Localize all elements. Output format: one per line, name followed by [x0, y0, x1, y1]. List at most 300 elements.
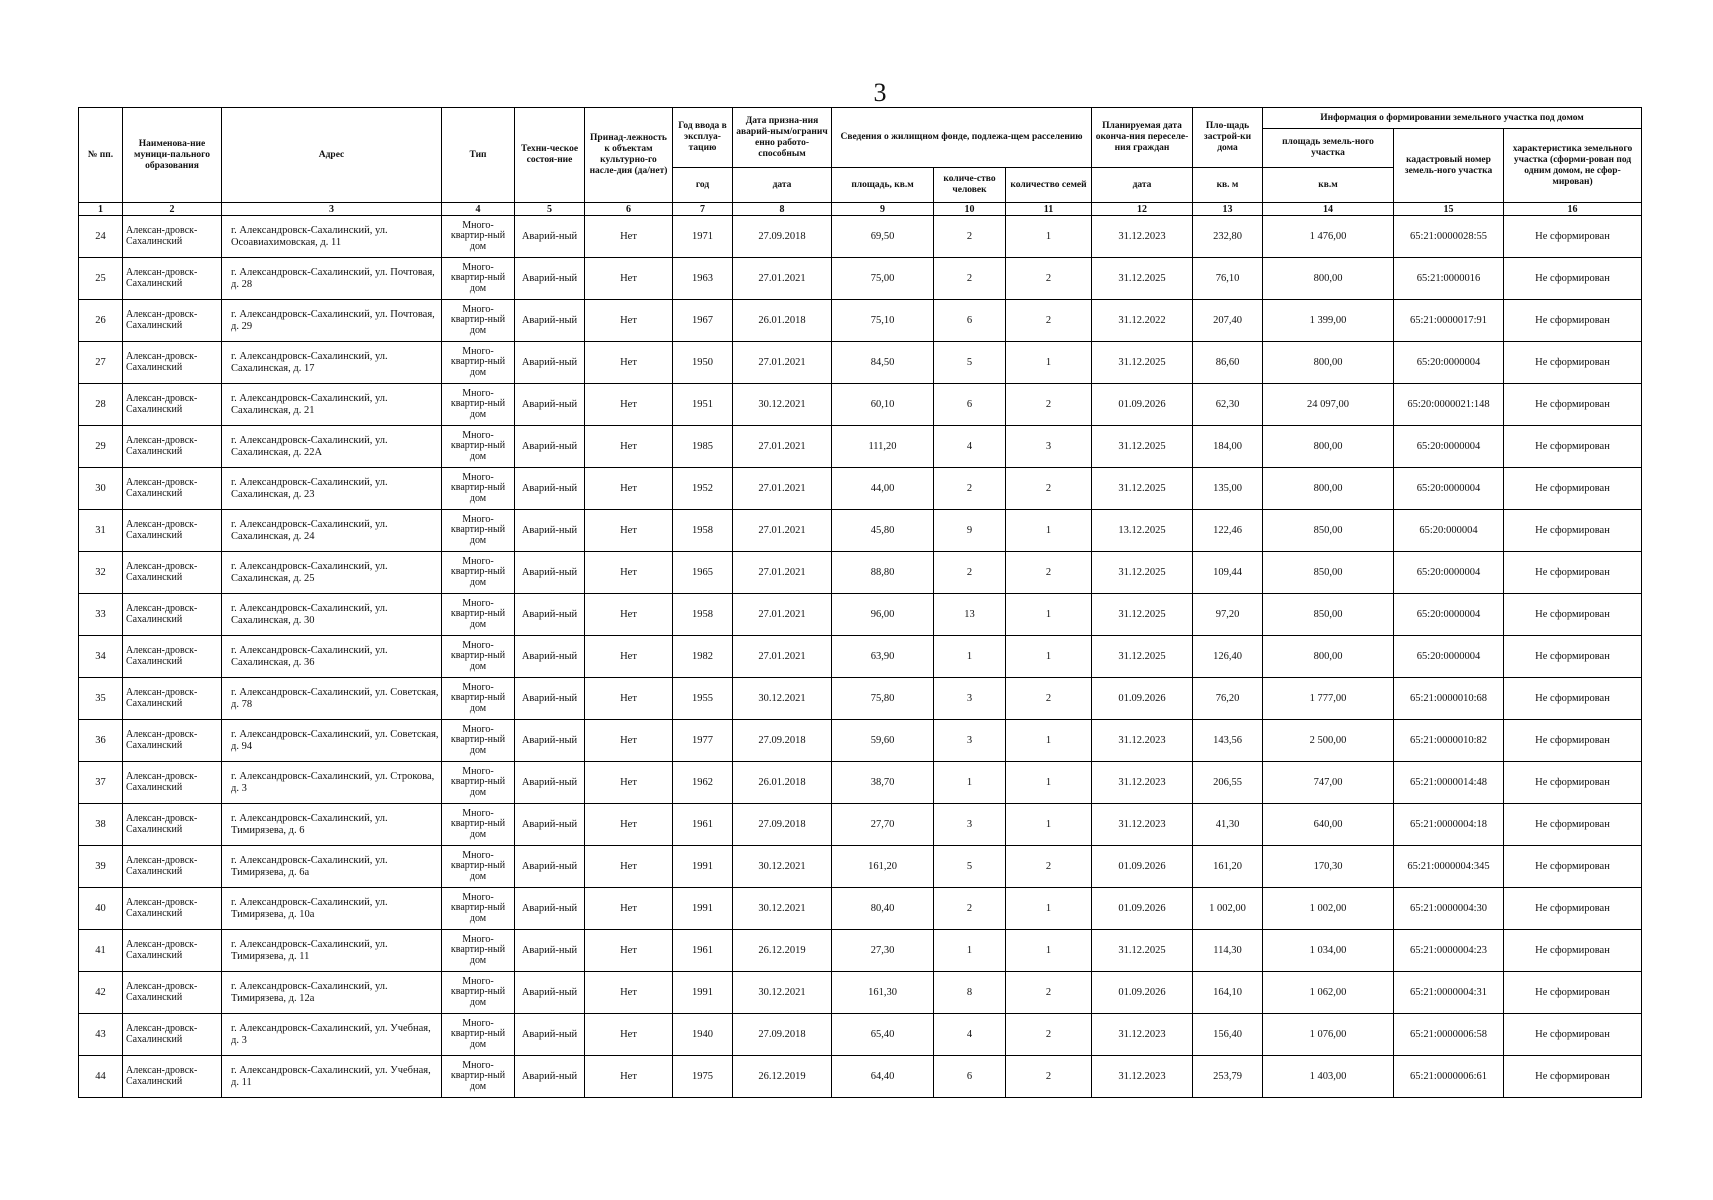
living-area-cell: 65,40	[832, 1014, 934, 1056]
building-area-cell: 1 002,00	[1193, 888, 1263, 930]
cadastral-number-cell: 65:20:0000004	[1394, 594, 1504, 636]
municipality-cell: Алексан-дровск-Сахалинский	[123, 468, 222, 510]
column-number: 12	[1092, 203, 1193, 216]
emergency-date-cell: 26.01.2018	[733, 300, 832, 342]
table-row	[79, 1014, 1642, 1056]
people-count-cell: 2	[934, 258, 1006, 300]
row-number: 25	[79, 258, 123, 300]
type-cell: Много-квартир-ный дом	[442, 1056, 515, 1098]
living-area-cell: 75,00	[832, 258, 934, 300]
technical-state-cell: Аварий-ный	[515, 1014, 585, 1056]
cadastral-number-cell: 65:20:0000021:148	[1394, 384, 1504, 426]
living-area-cell: 45,80	[832, 510, 934, 552]
living-area-cell: 161,20	[832, 846, 934, 888]
header-planned-date-sub: дата	[1092, 168, 1193, 203]
address-cell: г. Александровск-Сахалинский, ул. Тимирязева, д. 12а	[222, 972, 442, 1014]
families-count-cell: 1	[1006, 594, 1092, 636]
column-number: 11	[1006, 203, 1092, 216]
building-area-cell: 232,80	[1193, 216, 1263, 258]
people-count-cell: 2	[934, 468, 1006, 510]
row-number: 33	[79, 594, 123, 636]
table-row	[79, 720, 1642, 762]
land-area-cell: 1 476,00	[1263, 216, 1394, 258]
technical-state-cell: Аварий-ный	[515, 930, 585, 972]
type-cell: Много-квартир-ный дом	[442, 342, 515, 384]
planned-date-cell: 01.09.2026	[1092, 972, 1193, 1014]
land-status-cell: Не сформирован	[1504, 342, 1642, 384]
building-area-cell: 207,40	[1193, 300, 1263, 342]
families-count-cell: 2	[1006, 258, 1092, 300]
heritage-cell: Нет	[585, 930, 673, 972]
land-status-cell: Не сформирован	[1504, 762, 1642, 804]
table-row	[79, 384, 1642, 426]
families-count-cell: 1	[1006, 804, 1092, 846]
technical-state-cell: Аварий-ный	[515, 720, 585, 762]
type-cell: Много-квартир-ный дом	[442, 216, 515, 258]
year-built-cell: 1967	[673, 300, 733, 342]
building-area-cell: 126,40	[1193, 636, 1263, 678]
land-area-cell: 747,00	[1263, 762, 1394, 804]
people-count-cell: 8	[934, 972, 1006, 1014]
row-number: 30	[79, 468, 123, 510]
people-count-cell: 2	[934, 888, 1006, 930]
header-technical-state: Техни-ческое состоя-ние	[515, 108, 585, 203]
header-planned-date: Планируемая дата оконча-ния переселе-ния граждан	[1092, 108, 1193, 168]
land-status-cell: Не сформирован	[1504, 1056, 1642, 1098]
heritage-cell: Нет	[585, 762, 673, 804]
municipality-cell: Алексан-дровск-Сахалинский	[123, 384, 222, 426]
address-cell: г. Александровск-Сахалинский, ул. Учебная, д. 11	[222, 1056, 442, 1098]
land-area-cell: 800,00	[1263, 342, 1394, 384]
type-cell: Много-квартир-ный дом	[442, 258, 515, 300]
planned-date-cell: 31.12.2023	[1092, 804, 1193, 846]
land-status-cell: Не сформирован	[1504, 258, 1642, 300]
municipality-cell: Алексан-дровск-Сахалинский	[123, 510, 222, 552]
year-built-cell: 1991	[673, 846, 733, 888]
people-count-cell: 6	[934, 300, 1006, 342]
building-area-cell: 143,56	[1193, 720, 1263, 762]
heritage-cell: Нет	[585, 804, 673, 846]
type-cell: Много-квартир-ный дом	[442, 972, 515, 1014]
technical-state-cell: Аварий-ный	[515, 342, 585, 384]
living-area-cell: 84,50	[832, 342, 934, 384]
column-number: 1	[79, 203, 123, 216]
families-count-cell: 2	[1006, 846, 1092, 888]
technical-state-cell: Аварий-ный	[515, 972, 585, 1014]
cadastral-number-cell: 65:21:0000004:31	[1394, 972, 1504, 1014]
municipality-cell: Алексан-дровск-Сахалинский	[123, 1014, 222, 1056]
planned-date-cell: 01.09.2026	[1092, 678, 1193, 720]
row-number: 24	[79, 216, 123, 258]
heritage-cell: Нет	[585, 846, 673, 888]
year-built-cell: 1958	[673, 510, 733, 552]
cadastral-number-cell: 65:20:0000004	[1394, 552, 1504, 594]
technical-state-cell: Аварий-ный	[515, 594, 585, 636]
building-area-cell: 135,00	[1193, 468, 1263, 510]
people-count-cell: 3	[934, 678, 1006, 720]
header-cadastral-number: кадастровый номер земель-ного участка	[1394, 129, 1504, 203]
heritage-cell: Нет	[585, 258, 673, 300]
emergency-date-cell: 27.01.2021	[733, 426, 832, 468]
cadastral-number-cell: 65:21:0000028:55	[1394, 216, 1504, 258]
type-cell: Много-квартир-ный дом	[442, 930, 515, 972]
building-area-cell: 41,30	[1193, 804, 1263, 846]
header-people-count: количе-ство человек	[934, 168, 1006, 203]
table-row	[79, 636, 1642, 678]
municipality-cell: Алексан-дровск-Сахалинский	[123, 930, 222, 972]
municipality-cell: Алексан-дровск-Сахалинский	[123, 426, 222, 468]
planned-date-cell: 31.12.2022	[1092, 300, 1193, 342]
building-area-cell: 184,00	[1193, 426, 1263, 468]
municipality-cell: Алексан-дровск-Сахалинский	[123, 846, 222, 888]
row-number: 39	[79, 846, 123, 888]
year-built-cell: 1962	[673, 762, 733, 804]
header-type: Тип	[442, 108, 515, 203]
land-status-cell: Не сформирован	[1504, 300, 1642, 342]
type-cell: Много-квартир-ный дом	[442, 552, 515, 594]
year-built-cell: 1991	[673, 972, 733, 1014]
heritage-cell: Нет	[585, 342, 673, 384]
header-building-area: Пло-щадь застрой-ки дома	[1193, 108, 1263, 168]
land-area-cell: 640,00	[1263, 804, 1394, 846]
column-number: 2	[123, 203, 222, 216]
column-number: 4	[442, 203, 515, 216]
technical-state-cell: Аварий-ный	[515, 888, 585, 930]
heritage-cell: Нет	[585, 468, 673, 510]
technical-state-cell: Аварий-ный	[515, 216, 585, 258]
heritage-cell: Нет	[585, 678, 673, 720]
emergency-date-cell: 27.09.2018	[733, 216, 832, 258]
land-status-cell: Не сформирован	[1504, 468, 1642, 510]
families-count-cell: 1	[1006, 930, 1092, 972]
type-cell: Много-квартир-ный дом	[442, 510, 515, 552]
technical-state-cell: Аварий-ный	[515, 510, 585, 552]
table-row	[79, 804, 1642, 846]
address-cell: г. Александровск-Сахалинский, ул. Осоавиахимовская, д. 11	[222, 216, 442, 258]
header-housing-fund-group: Сведения о жилищном фонде, подлежа-щем расселению	[832, 108, 1092, 168]
land-area-cell: 1 002,00	[1263, 888, 1394, 930]
building-area-cell: 253,79	[1193, 1056, 1263, 1098]
header-year-sub: год	[673, 168, 733, 203]
heritage-cell: Нет	[585, 1056, 673, 1098]
technical-state-cell: Аварий-ный	[515, 846, 585, 888]
land-area-cell: 850,00	[1263, 552, 1394, 594]
emergency-date-cell: 27.01.2021	[733, 342, 832, 384]
heritage-cell: Нет	[585, 216, 673, 258]
type-cell: Много-квартир-ный дом	[442, 804, 515, 846]
living-area-cell: 38,70	[832, 762, 934, 804]
year-built-cell: 1975	[673, 1056, 733, 1098]
families-count-cell: 2	[1006, 300, 1092, 342]
heritage-cell: Нет	[585, 888, 673, 930]
table-row	[79, 216, 1642, 258]
families-count-cell: 1	[1006, 216, 1092, 258]
building-area-cell: 97,20	[1193, 594, 1263, 636]
type-cell: Много-квартир-ный дом	[442, 300, 515, 342]
address-cell: г. Александровск-Сахалинский, ул. Сахалинская, д. 22А	[222, 426, 442, 468]
row-number: 36	[79, 720, 123, 762]
column-number: 10	[934, 203, 1006, 216]
planned-date-cell: 01.09.2026	[1092, 384, 1193, 426]
land-area-cell: 1 777,00	[1263, 678, 1394, 720]
address-cell: г. Александровск-Сахалинский, ул. Сахалинская, д. 36	[222, 636, 442, 678]
header-date-sub: дата	[733, 168, 832, 203]
table-row	[79, 258, 1642, 300]
people-count-cell: 1	[934, 636, 1006, 678]
technical-state-cell: Аварий-ный	[515, 678, 585, 720]
header-living-area: площадь, кв.м	[832, 168, 934, 203]
type-cell: Много-квартир-ный дом	[442, 426, 515, 468]
emergency-date-cell: 27.09.2018	[733, 1014, 832, 1056]
land-area-cell: 850,00	[1263, 594, 1394, 636]
municipality-cell: Алексан-дровск-Сахалинский	[123, 300, 222, 342]
table-row	[79, 510, 1642, 552]
column-number: 3	[222, 203, 442, 216]
heritage-cell: Нет	[585, 594, 673, 636]
table-row	[79, 468, 1642, 510]
address-cell: г. Александровск-Сахалинский, ул. Строкова, д. 3	[222, 762, 442, 804]
planned-date-cell: 13.12.2025	[1092, 510, 1193, 552]
row-number: 28	[79, 384, 123, 426]
year-built-cell: 1951	[673, 384, 733, 426]
cadastral-number-cell: 65:20:0000004	[1394, 468, 1504, 510]
living-area-cell: 44,00	[832, 468, 934, 510]
header-land-characteristic: характеристика земельного участка (сформи-рован под одним домом, не сфор-мирован)	[1504, 129, 1642, 203]
heritage-cell: Нет	[585, 426, 673, 468]
land-area-cell: 800,00	[1263, 468, 1394, 510]
families-count-cell: 2	[1006, 972, 1092, 1014]
land-status-cell: Не сформирован	[1504, 888, 1642, 930]
land-area-cell: 800,00	[1263, 258, 1394, 300]
planned-date-cell: 01.09.2026	[1092, 888, 1193, 930]
land-status-cell: Не сформирован	[1504, 384, 1642, 426]
column-number: 16	[1504, 203, 1642, 216]
people-count-cell: 5	[934, 846, 1006, 888]
table-row	[79, 426, 1642, 468]
column-number: 9	[832, 203, 934, 216]
families-count-cell: 2	[1006, 384, 1092, 426]
people-count-cell: 1	[934, 762, 1006, 804]
technical-state-cell: Аварий-ный	[515, 804, 585, 846]
table-row	[79, 762, 1642, 804]
families-count-cell: 2	[1006, 552, 1092, 594]
page-number: 3	[873, 78, 887, 107]
year-built-cell: 1991	[673, 888, 733, 930]
land-status-cell: Не сформирован	[1504, 1014, 1642, 1056]
type-cell: Много-квартир-ный дом	[442, 636, 515, 678]
municipality-cell: Алексан-дровск-Сахалинский	[123, 636, 222, 678]
type-cell: Много-квартир-ный дом	[442, 888, 515, 930]
table-row	[79, 930, 1642, 972]
emergency-date-cell: 30.12.2021	[733, 972, 832, 1014]
families-count-cell: 1	[1006, 342, 1092, 384]
people-count-cell: 1	[934, 930, 1006, 972]
building-area-cell: 86,60	[1193, 342, 1263, 384]
year-built-cell: 1952	[673, 468, 733, 510]
header-number: № пп.	[79, 108, 123, 203]
planned-date-cell: 31.12.2025	[1092, 426, 1193, 468]
table-body	[79, 216, 1642, 1098]
land-area-cell: 2 500,00	[1263, 720, 1394, 762]
people-count-cell: 3	[934, 720, 1006, 762]
row-number: 32	[79, 552, 123, 594]
technical-state-cell: Аварий-ный	[515, 426, 585, 468]
heritage-cell: Нет	[585, 510, 673, 552]
cadastral-number-cell: 65:21:0000016	[1394, 258, 1504, 300]
table-row	[79, 300, 1642, 342]
land-area-cell: 1 403,00	[1263, 1056, 1394, 1098]
living-area-cell: 27,30	[832, 930, 934, 972]
header-building-area-sub: кв. м	[1193, 168, 1263, 203]
row-number: 26	[79, 300, 123, 342]
emergency-date-cell: 27.01.2021	[733, 594, 832, 636]
living-area-cell: 88,80	[832, 552, 934, 594]
families-count-cell: 2	[1006, 678, 1092, 720]
building-area-cell: 109,44	[1193, 552, 1263, 594]
families-count-cell: 1	[1006, 636, 1092, 678]
cadastral-number-cell: 65:21:0000014:48	[1394, 762, 1504, 804]
land-area-cell: 800,00	[1263, 426, 1394, 468]
building-area-cell: 114,30	[1193, 930, 1263, 972]
technical-state-cell: Аварий-ный	[515, 636, 585, 678]
header-land-area-sub: кв.м	[1263, 168, 1394, 203]
emergency-date-cell: 26.12.2019	[733, 930, 832, 972]
living-area-cell: 59,60	[832, 720, 934, 762]
planned-date-cell: 31.12.2025	[1092, 594, 1193, 636]
table-row	[79, 594, 1642, 636]
planned-date-cell: 31.12.2023	[1092, 1056, 1193, 1098]
header-land-area: площадь земель-ного участка	[1263, 129, 1394, 168]
heritage-cell: Нет	[585, 636, 673, 678]
land-area-cell: 1 076,00	[1263, 1014, 1394, 1056]
table-row	[79, 342, 1642, 384]
municipality-cell: Алексан-дровск-Сахалинский	[123, 720, 222, 762]
building-area-cell: 164,10	[1193, 972, 1263, 1014]
municipality-cell: Алексан-дровск-Сахалинский	[123, 972, 222, 1014]
year-built-cell: 1977	[673, 720, 733, 762]
municipality-cell: Алексан-дровск-Сахалинский	[123, 762, 222, 804]
row-number: 42	[79, 972, 123, 1014]
building-area-cell: 76,20	[1193, 678, 1263, 720]
building-area-cell: 62,30	[1193, 384, 1263, 426]
address-cell: г. Александровск-Сахалинский, ул. Тимирязева, д. 11	[222, 930, 442, 972]
municipality-cell: Алексан-дровск-Сахалинский	[123, 888, 222, 930]
planned-date-cell: 01.09.2026	[1092, 846, 1193, 888]
building-area-cell: 156,40	[1193, 1014, 1263, 1056]
municipality-cell: Алексан-дровск-Сахалинский	[123, 342, 222, 384]
year-built-cell: 1958	[673, 594, 733, 636]
land-status-cell: Не сформирован	[1504, 720, 1642, 762]
people-count-cell: 9	[934, 510, 1006, 552]
emergency-date-cell: 30.12.2021	[733, 846, 832, 888]
cadastral-number-cell: 65:21:0000004:18	[1394, 804, 1504, 846]
type-cell: Много-квартир-ный дом	[442, 720, 515, 762]
technical-state-cell: Аварий-ный	[515, 300, 585, 342]
living-area-cell: 63,90	[832, 636, 934, 678]
land-status-cell: Не сформирован	[1504, 846, 1642, 888]
living-area-cell: 80,40	[832, 888, 934, 930]
planned-date-cell: 31.12.2023	[1092, 1014, 1193, 1056]
living-area-cell: 111,20	[832, 426, 934, 468]
address-cell: г. Александровск-Сахалинский, ул. Тимирязева, д. 6а	[222, 846, 442, 888]
column-number: 7	[673, 203, 733, 216]
living-area-cell: 69,50	[832, 216, 934, 258]
address-cell: г. Александровск-Сахалинский, ул. Почтовая, д. 28	[222, 258, 442, 300]
emergency-date-cell: 30.12.2021	[733, 888, 832, 930]
emergency-date-cell: 27.09.2018	[733, 720, 832, 762]
land-area-cell: 1 034,00	[1263, 930, 1394, 972]
families-count-cell: 1	[1006, 888, 1092, 930]
planned-date-cell: 31.12.2025	[1092, 636, 1193, 678]
table-row	[79, 888, 1642, 930]
land-area-cell: 170,30	[1263, 846, 1394, 888]
cadastral-number-cell: 65:21:0000004:345	[1394, 846, 1504, 888]
cadastral-number-cell: 65:21:0000017:91	[1394, 300, 1504, 342]
emergency-date-cell: 27.01.2021	[733, 468, 832, 510]
land-area-cell: 1 062,00	[1263, 972, 1394, 1014]
address-cell: г. Александровск-Сахалинский, ул. Сахалинская, д. 24	[222, 510, 442, 552]
building-area-cell: 161,20	[1193, 846, 1263, 888]
heritage-cell: Нет	[585, 384, 673, 426]
column-number: 6	[585, 203, 673, 216]
families-count-cell: 3	[1006, 426, 1092, 468]
cadastral-number-cell: 65:21:0000004:30	[1394, 888, 1504, 930]
planned-date-cell: 31.12.2023	[1092, 216, 1193, 258]
table-row	[79, 846, 1642, 888]
land-area-cell: 1 399,00	[1263, 300, 1394, 342]
emergency-date-cell: 30.12.2021	[733, 678, 832, 720]
year-built-cell: 1965	[673, 552, 733, 594]
people-count-cell: 6	[934, 1056, 1006, 1098]
building-area-cell: 122,46	[1193, 510, 1263, 552]
municipality-cell: Алексан-дровск-Сахалинский	[123, 594, 222, 636]
municipality-cell: Алексан-дровск-Сахалинский	[123, 1056, 222, 1098]
row-number: 41	[79, 930, 123, 972]
cadastral-number-cell: 65:21:0000006:61	[1394, 1056, 1504, 1098]
living-area-cell: 64,40	[832, 1056, 934, 1098]
type-cell: Много-квартир-ный дом	[442, 762, 515, 804]
column-number: 14	[1263, 203, 1394, 216]
heritage-cell: Нет	[585, 972, 673, 1014]
emergency-date-cell: 26.01.2018	[733, 762, 832, 804]
building-area-cell: 76,10	[1193, 258, 1263, 300]
emergency-date-cell: 27.01.2021	[733, 510, 832, 552]
families-count-cell: 1	[1006, 762, 1092, 804]
land-area-cell: 800,00	[1263, 636, 1394, 678]
column-number: 5	[515, 203, 585, 216]
header-heritage: Принад-лежность к объектам культурно-го насле-дия (да/нет)	[585, 108, 673, 203]
row-number: 44	[79, 1056, 123, 1098]
emergency-date-cell: 27.01.2021	[733, 552, 832, 594]
table-row	[79, 678, 1642, 720]
year-built-cell: 1971	[673, 216, 733, 258]
technical-state-cell: Аварий-ный	[515, 384, 585, 426]
people-count-cell: 13	[934, 594, 1006, 636]
address-cell: г. Александровск-Сахалинский, ул. Сахалинская, д. 25	[222, 552, 442, 594]
people-count-cell: 6	[934, 384, 1006, 426]
living-area-cell: 75,10	[832, 300, 934, 342]
heritage-cell: Нет	[585, 300, 673, 342]
year-built-cell: 1982	[673, 636, 733, 678]
type-cell: Много-квартир-ный дом	[442, 384, 515, 426]
row-number: 37	[79, 762, 123, 804]
municipality-cell: Алексан-дровск-Сахалинский	[123, 258, 222, 300]
families-count-cell: 2	[1006, 1014, 1092, 1056]
year-built-cell: 1940	[673, 1014, 733, 1056]
row-number: 43	[79, 1014, 123, 1056]
table-row	[79, 552, 1642, 594]
land-status-cell: Не сформирован	[1504, 426, 1642, 468]
